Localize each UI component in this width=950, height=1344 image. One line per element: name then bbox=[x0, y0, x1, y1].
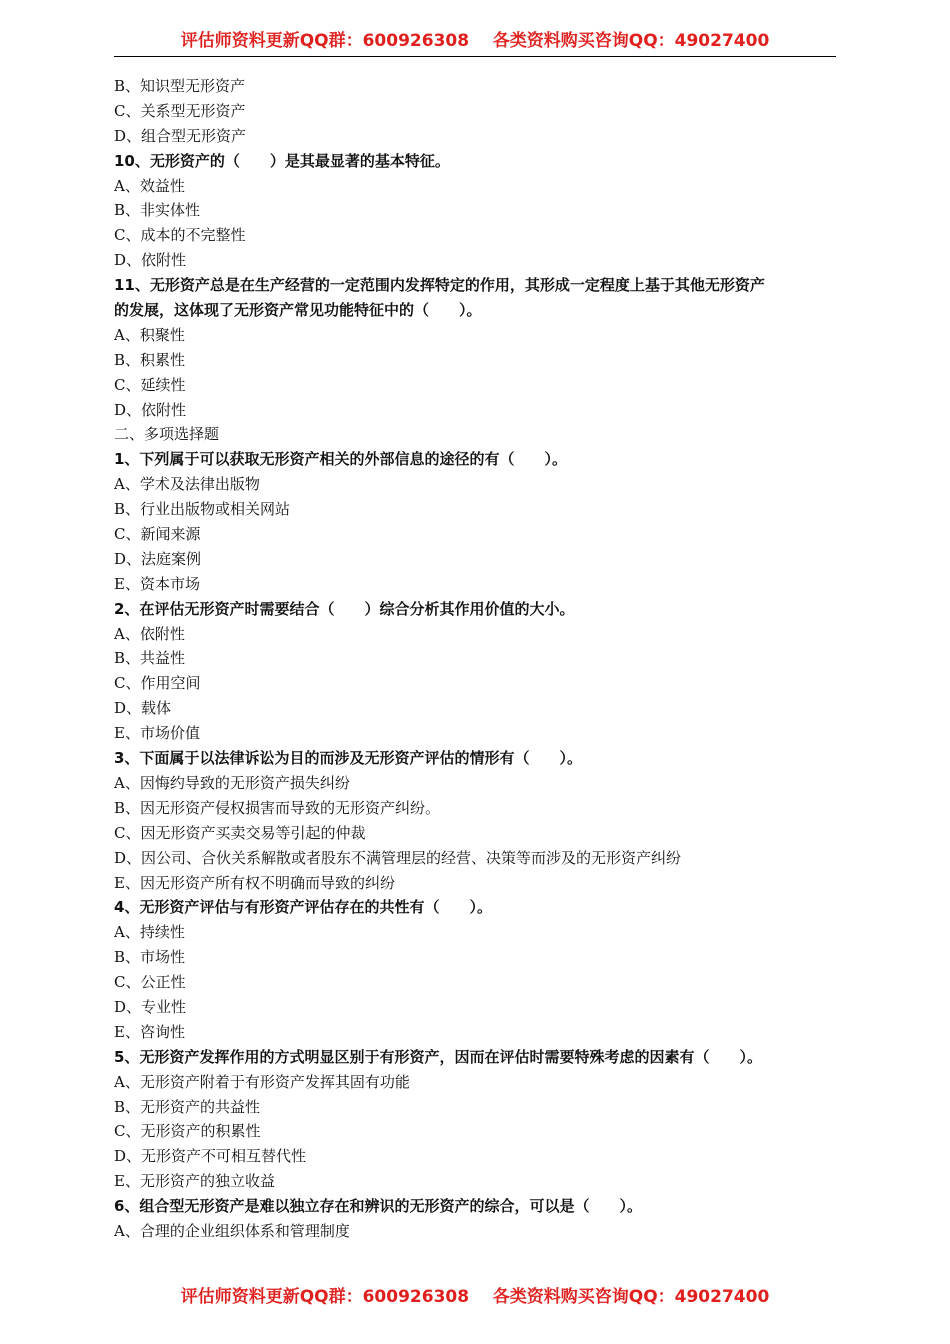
option-line: E、因无形资产所有权不明确而导致的纠纷 bbox=[114, 873, 395, 892]
option-line: A、学术及法律出版物 bbox=[114, 475, 260, 494]
question-line: 11、无形资产总是在生产经营的一定范围内发挥特定的作用，其形成一定程度上基于其他无形资产 bbox=[114, 276, 765, 295]
option-line: D、因公司、合伙关系解散或者股东不满管理层的经营、决策等而涉及的无形资产纠纷 bbox=[114, 848, 682, 867]
option-line: C、成本的不完整性 bbox=[114, 226, 246, 245]
option-line: B、共益性 bbox=[114, 649, 186, 668]
option-line: A、持续性 bbox=[114, 923, 185, 942]
option-line: B、因无形资产侵权损害而导致的无形资产纠纷。 bbox=[114, 798, 441, 817]
question-line: 1、下列属于可以获取无形资产相关的外部信息的途径的有（ ）。 bbox=[114, 450, 567, 469]
question-line: 2、在评估无形资产时需要结合（ ）综合分析其作用价值的大小。 bbox=[114, 599, 575, 618]
option-line: B、无形资产的共益性 bbox=[114, 1097, 261, 1116]
option-line: A、依附性 bbox=[114, 624, 185, 643]
option-line: D、专业性 bbox=[114, 997, 187, 1016]
option-line: B、市场性 bbox=[114, 948, 186, 967]
option-line: C、关系型无形资产 bbox=[114, 101, 246, 120]
question-line: 3、下面属于以法律诉讼为目的而涉及无形资产评估的情形有（ ）。 bbox=[114, 749, 582, 768]
option-line: A、因悔约导致的无形资产损失纠纷 bbox=[114, 773, 350, 792]
option-line: B、积累性 bbox=[114, 350, 186, 369]
question-line: 5、无形资产发挥作用的方式明显区别于有形资产，因而在评估时需要特殊考虑的因素有（ ）。 bbox=[114, 1047, 762, 1066]
page-footer: 评估师资料更新QQ群：600926308 各类资料购买咨询QQ：49027400 bbox=[180, 1287, 770, 1307]
option-line: C、因无形资产买卖交易等引起的仲裁 bbox=[114, 823, 366, 842]
question-line: 4、无形资产评估与有形资产评估存在的共性有（ ）。 bbox=[114, 898, 492, 917]
option-line: C、作用空间 bbox=[114, 674, 201, 693]
option-line: C、公正性 bbox=[114, 973, 186, 992]
question-line: 10、无形资产的（ ）是其最显著的基本特征。 bbox=[114, 151, 450, 170]
option-line: C、新闻来源 bbox=[114, 525, 201, 544]
option-line: A、合理的企业组织体系和管理制度 bbox=[114, 1221, 350, 1240]
option-line: B、非实体性 bbox=[114, 201, 201, 220]
option-line: D、依附性 bbox=[114, 251, 187, 270]
option-line: E、无形资产的独立收益 bbox=[114, 1172, 275, 1191]
option-line: A、无形资产附着于有形资产发挥其固有功能 bbox=[114, 1072, 410, 1091]
option-line: A、积聚性 bbox=[114, 325, 185, 344]
option-line: A、效益性 bbox=[114, 176, 185, 195]
option-line: E、资本市场 bbox=[114, 574, 200, 593]
question-line: 的发展，这体现了无形资产常见功能特征中的（ ）。 bbox=[114, 301, 482, 320]
option-line: E、市场价值 bbox=[114, 724, 200, 743]
option-line: C、延续性 bbox=[114, 375, 186, 394]
section-heading: 二、多项选择题 bbox=[114, 425, 220, 444]
option-line: D、载体 bbox=[114, 699, 172, 718]
option-line: E、咨询性 bbox=[114, 1022, 185, 1041]
option-line: D、无形资产不可相互替代性 bbox=[114, 1147, 307, 1166]
option-line: D、依附性 bbox=[114, 400, 187, 419]
option-line: B、知识型无形资产 bbox=[114, 77, 246, 95]
option-line: C、无形资产的积累性 bbox=[114, 1122, 261, 1141]
option-line: D、法庭案例 bbox=[114, 549, 202, 568]
option-line: B、行业出版物或相关网站 bbox=[114, 500, 291, 519]
question-line: 6、组合型无形资产是难以独立存在和辨识的无形资产的综合，可以是（ ）。 bbox=[114, 1197, 642, 1216]
option-line: D、组合型无形资产 bbox=[114, 126, 247, 145]
page-header: 评估师资料更新QQ群：600926308 各类资料购买咨询QQ：49027400 bbox=[114, 26, 836, 57]
document-body bbox=[114, 74, 838, 1244]
